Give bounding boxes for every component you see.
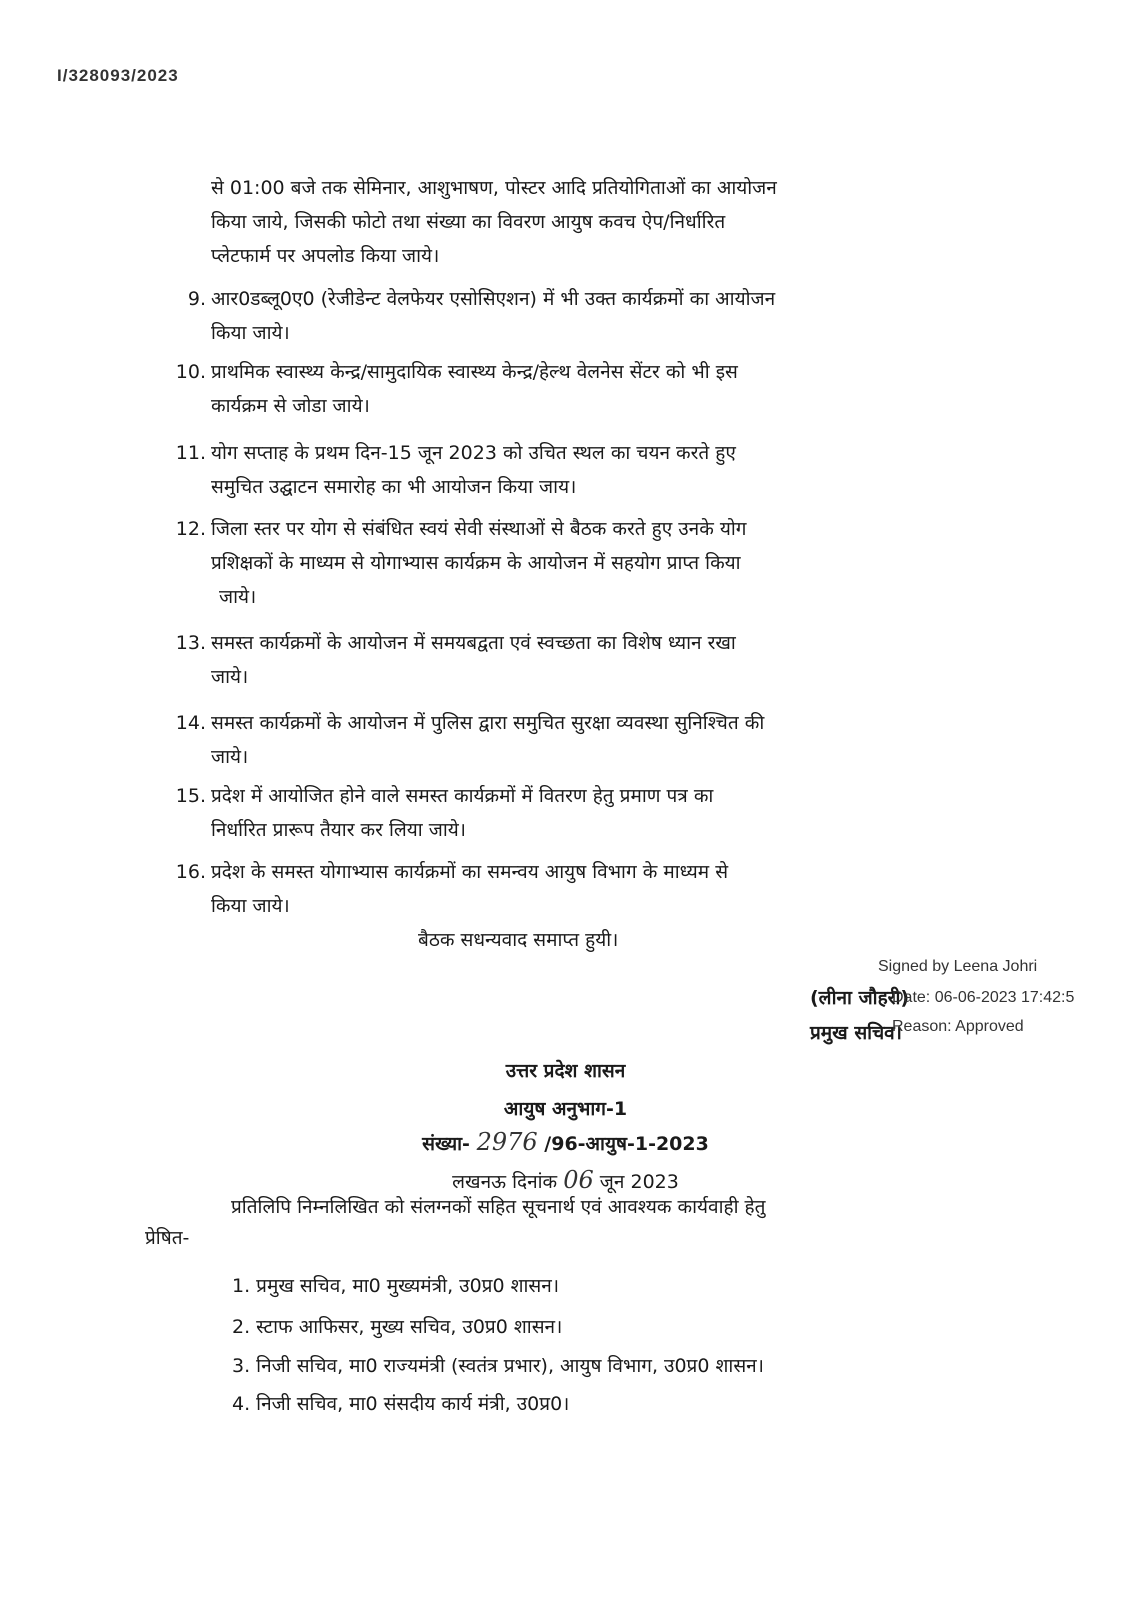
recipient-item: 3. निजी सचिव, मा0 राज्यमंत्री (स्वतंत्र प्रभार), आयुष विभाग, उ0प्र0 शासन। (232, 1355, 764, 1377)
item-line: योग सप्ताह के प्रथम दिन-15 जून 2023 को उचित स्थल का चयन करते हुए (211, 442, 736, 464)
item-line: प्रदेश में आयोजित होने वाले समस्त कार्यक्रमों में वितरण हेतु प्रमाण पत्र का (211, 785, 714, 807)
item-line: जिला स्तर पर योग से संबंधित स्वयं सेवी संस्थाओं से बैठक करते हुए उनके योग (211, 518, 747, 540)
item-number: 12. (175, 518, 206, 540)
digital-signature-date: Date: 06-06-2023 17:42:5 (892, 989, 1075, 1006)
item-line: प्रशिक्षकों के माध्यम से योगाभ्यास कार्यक्रम के आयोजन में सहयोग प्राप्त किया (211, 552, 741, 574)
item-line: प्राथमिक स्वास्थ्य केन्द्र/सामुदायिक स्वास्थ्य केन्द्र/हेल्थ वेलनेस सेंटर को भी इस (211, 361, 738, 383)
recipient-item: 4. निजी सचिव, मा0 संसदीय कार्य मंत्री, उ0प्र0। (232, 1393, 570, 1415)
letter-number (0, 1128, 1131, 1156)
digital-signature-reason: Reason: Approved (892, 1018, 1024, 1035)
item-line: समस्त कार्यक्रमों के आयोजन में समयबद्वता एवं स्वच्छता का विशेष ध्यान रखा (211, 632, 736, 654)
signatory-designation: प्रमुख सचिव। (810, 1022, 902, 1044)
item-line: निर्धारित प्रारूप तैयार कर लिया जाये। (211, 819, 466, 841)
item-line: किया जाये। (211, 322, 290, 344)
government-name: उत्तर प्रदेश शासन (505, 1060, 626, 1082)
item-line: कार्यक्रम से जोडा जाये। (211, 395, 370, 417)
recipient-item: 2. स्टाफ आफिसर, मुख्य सचिव, उ0प्र0 शासन। (232, 1316, 563, 1338)
closing-statement: बैठक सधन्यवाद समाप्त हुयी। (418, 929, 619, 951)
paragraph-line: किया जाये, जिसकी फोटो तथा संख्या का विवरण आयुष कवच ऐप/निर्धारित (211, 211, 726, 233)
item-line: प्रदेश के समस्त योगाभ्यास कार्यक्रमों का समन्वय आयुष विभाग के माध्यम से (211, 861, 729, 883)
digital-signature-signer: Signed by Leena Johri (878, 958, 1038, 975)
handwritten-number: 2976 (476, 1128, 538, 1156)
continuation-paragraph (211, 171, 971, 273)
forwarded-label: प्रेषित- (145, 1227, 190, 1249)
item-number: 9. (187, 288, 206, 310)
copy-instruction: प्रतिलिपि निम्नलिखित को संलग्नकों सहित सूचनार्थ एवं आवश्यक कार्यवाही हेतु (231, 1196, 766, 1218)
letter-date (0, 1166, 1131, 1194)
paragraph-line: प्लेटफार्म पर अपलोड किया जाये। (211, 245, 440, 267)
item-line: आर0डब्लू0ए0 (रेजीडेन्ट वेलफेयर एसोसिएशन) में भी उक्त कार्यक्रमों का आयोजन (211, 288, 776, 310)
item-number: 15. (175, 785, 206, 807)
item-line: समस्त कार्यक्रमों के आयोजन में पुलिस द्वारा समुचित सुरक्षा व्यवस्था सुनिश्चित की (211, 712, 765, 734)
handwritten-day: 06 (563, 1166, 594, 1194)
document-reference: I/328093/2023 (57, 66, 179, 85)
paragraph-line: से 01:00 बजे तक सेमिनार, आशुभाषण, पोस्टर आदि प्रतियोगिताओं का आयोजन (211, 177, 777, 199)
item-line: जाये। (219, 586, 257, 608)
item-number: 14. (175, 712, 206, 734)
signatory-name: (लीना जौहरी) (810, 987, 910, 1009)
item-line: किया जाये। (211, 895, 290, 917)
date-suffix: जून 2023 (599, 1171, 679, 1193)
item-line: जाये। (211, 746, 249, 768)
item-number: 13. (175, 632, 206, 654)
item-number: 10. (175, 361, 206, 383)
number-prefix: संख्या- (422, 1133, 470, 1155)
item-number: 11. (175, 442, 206, 464)
item-line: समुचित उद्घाटन समारोह का भी आयोजन किया जाय। (211, 476, 577, 498)
date-prefix: लखनऊ दिनांक (452, 1171, 558, 1193)
number-suffix: /96-आयुष-1-2023 (544, 1133, 709, 1155)
item-line: जाये। (211, 666, 249, 688)
recipient-item: 1. प्रमुख सचिव, मा0 मुख्यमंत्री, उ0प्र0 शासन। (232, 1275, 560, 1297)
item-number: 16. (175, 861, 206, 883)
section-name: आयुष अनुभाग-1 (503, 1098, 628, 1120)
